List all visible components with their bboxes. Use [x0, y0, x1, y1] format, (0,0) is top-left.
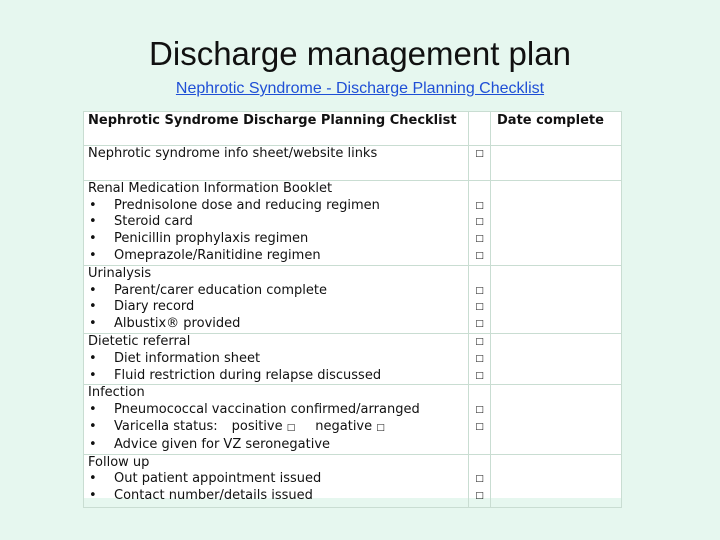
- item-label: Varicella status:: [114, 418, 218, 434]
- section-cell: [84, 454, 469, 507]
- section-cell: [84, 180, 469, 265]
- section-heading: Infection: [88, 385, 145, 401]
- bullet-icon: •: [89, 471, 97, 487]
- checklist-link[interactable]: Nephrotic Syndrome - Discharge Planning Checklist: [175, 80, 545, 97]
- item-label: Fluid restriction during relapse discussed: [114, 367, 382, 383]
- section-heading: Follow up: [88, 454, 150, 470]
- date-cell[interactable]: [491, 454, 622, 507]
- bullet-icon: •: [89, 367, 97, 383]
- checkbox[interactable]: □: [475, 250, 484, 261]
- checkbox[interactable]: □: [475, 474, 484, 485]
- list-item: [88, 437, 464, 454]
- item-label: Omeprazole/Ranitidine regimen: [114, 247, 321, 263]
- checkbox[interactable]: □: [475, 285, 484, 296]
- bullet-icon: •: [89, 214, 97, 230]
- section-row-infection: [84, 385, 622, 454]
- bullet-icon: •: [89, 197, 97, 213]
- list-item: [88, 283, 464, 300]
- section-cell: [84, 265, 469, 333]
- checkbox-cell: [469, 265, 491, 333]
- bullet-icon: •: [89, 402, 97, 418]
- date-cell[interactable]: [491, 180, 622, 265]
- list-item-varicella: [88, 419, 464, 437]
- varicella-positive-checkbox[interactable]: □: [286, 422, 296, 433]
- item-label: Prednisolone dose and reducing regimen: [114, 197, 380, 213]
- varicella-negative-checkbox[interactable]: □: [376, 422, 385, 433]
- section-heading: Renal Medication Information Booklet: [88, 180, 333, 196]
- checkbox[interactable]: □: [475, 319, 484, 330]
- section-row-follow-up: [84, 454, 622, 507]
- list-item: [88, 299, 464, 316]
- checkbox[interactable]: □: [475, 405, 484, 416]
- header-date-complete: Date complete: [491, 112, 622, 146]
- varicella-negative-label: negative: [315, 418, 373, 434]
- list-item: [88, 231, 464, 248]
- item-label: Parent/carer education complete: [114, 282, 328, 298]
- checkbox[interactable]: □: [475, 491, 484, 502]
- bullet-icon: •: [89, 282, 97, 298]
- section-row-medication-booklet: [84, 180, 622, 265]
- slide-title: Discharge management plan: [149, 35, 571, 72]
- date-cell[interactable]: [491, 385, 622, 454]
- checkbox[interactable]: □: [475, 302, 484, 313]
- header-row: [84, 112, 622, 146]
- checkbox[interactable]: □: [475, 149, 484, 159]
- item-label: Penicillin prophylaxis regimen: [114, 231, 309, 247]
- varicella-positive-label: positive: [231, 418, 283, 434]
- bullet-icon: •: [89, 231, 97, 247]
- list-item: [88, 351, 464, 368]
- section-heading: Urinalysis: [88, 265, 152, 281]
- checkbox[interactable]: □: [475, 370, 484, 381]
- list-item: [88, 248, 464, 265]
- section-row-urinalysis: [84, 265, 622, 333]
- list-item: [88, 368, 464, 385]
- bullet-icon: •: [89, 436, 97, 452]
- item-label: Out patient appointment issued: [114, 471, 322, 487]
- checkbox-cell: [469, 454, 491, 507]
- section-row-dietetic-referral: [84, 333, 622, 384]
- checkbox-cell: [469, 333, 491, 384]
- bullet-icon: •: [89, 299, 97, 315]
- section-cell: [84, 385, 469, 454]
- header-checkbox-column: [469, 112, 491, 146]
- bullet-icon: •: [89, 418, 97, 434]
- header-checklist: Nephrotic Syndrome Discharge Planning Checklist: [84, 112, 469, 146]
- list-item: [88, 471, 464, 488]
- checkbox[interactable]: □: [475, 234, 484, 245]
- item-label: Steroid card: [114, 214, 193, 230]
- item-label: Contact number/details issued: [114, 488, 313, 504]
- list-item: [88, 488, 464, 505]
- list-item: [88, 316, 464, 333]
- checkbox-cell: [469, 385, 491, 454]
- checklist-table: [83, 111, 622, 508]
- checklist-sheet: [83, 111, 621, 504]
- section-heading: Dietetic referral: [88, 333, 191, 349]
- list-item: [88, 402, 464, 419]
- item-label: Diet information sheet: [114, 350, 261, 366]
- bullet-icon: •: [89, 316, 97, 332]
- checkbox[interactable]: □: [475, 421, 484, 432]
- date-cell[interactable]: [491, 333, 622, 384]
- checkbox[interactable]: □: [475, 217, 484, 228]
- section-cell: [84, 333, 469, 384]
- checkbox[interactable]: □: [475, 353, 484, 364]
- date-cell[interactable]: [491, 146, 622, 181]
- checkbox[interactable]: □: [475, 200, 484, 211]
- checkbox[interactable]: □: [475, 336, 484, 347]
- checkbox-cell: [469, 180, 491, 265]
- list-item: [88, 198, 464, 215]
- section-row-info-sheet: [84, 146, 622, 181]
- date-cell[interactable]: [491, 265, 622, 333]
- section-heading: Nephrotic syndrome info sheet/website links: [84, 146, 469, 181]
- item-label: Albustix® provided: [114, 316, 241, 332]
- item-label: Advice given for VZ seronegative: [114, 436, 331, 452]
- checkbox-cell: [469, 146, 491, 181]
- bullet-icon: •: [89, 350, 97, 366]
- item-label: Pneumococcal vaccination confirmed/arranged: [114, 402, 420, 418]
- bullet-icon: •: [89, 488, 97, 504]
- item-label: Diary record: [114, 299, 195, 315]
- list-item: [88, 214, 464, 231]
- bullet-icon: •: [89, 247, 97, 263]
